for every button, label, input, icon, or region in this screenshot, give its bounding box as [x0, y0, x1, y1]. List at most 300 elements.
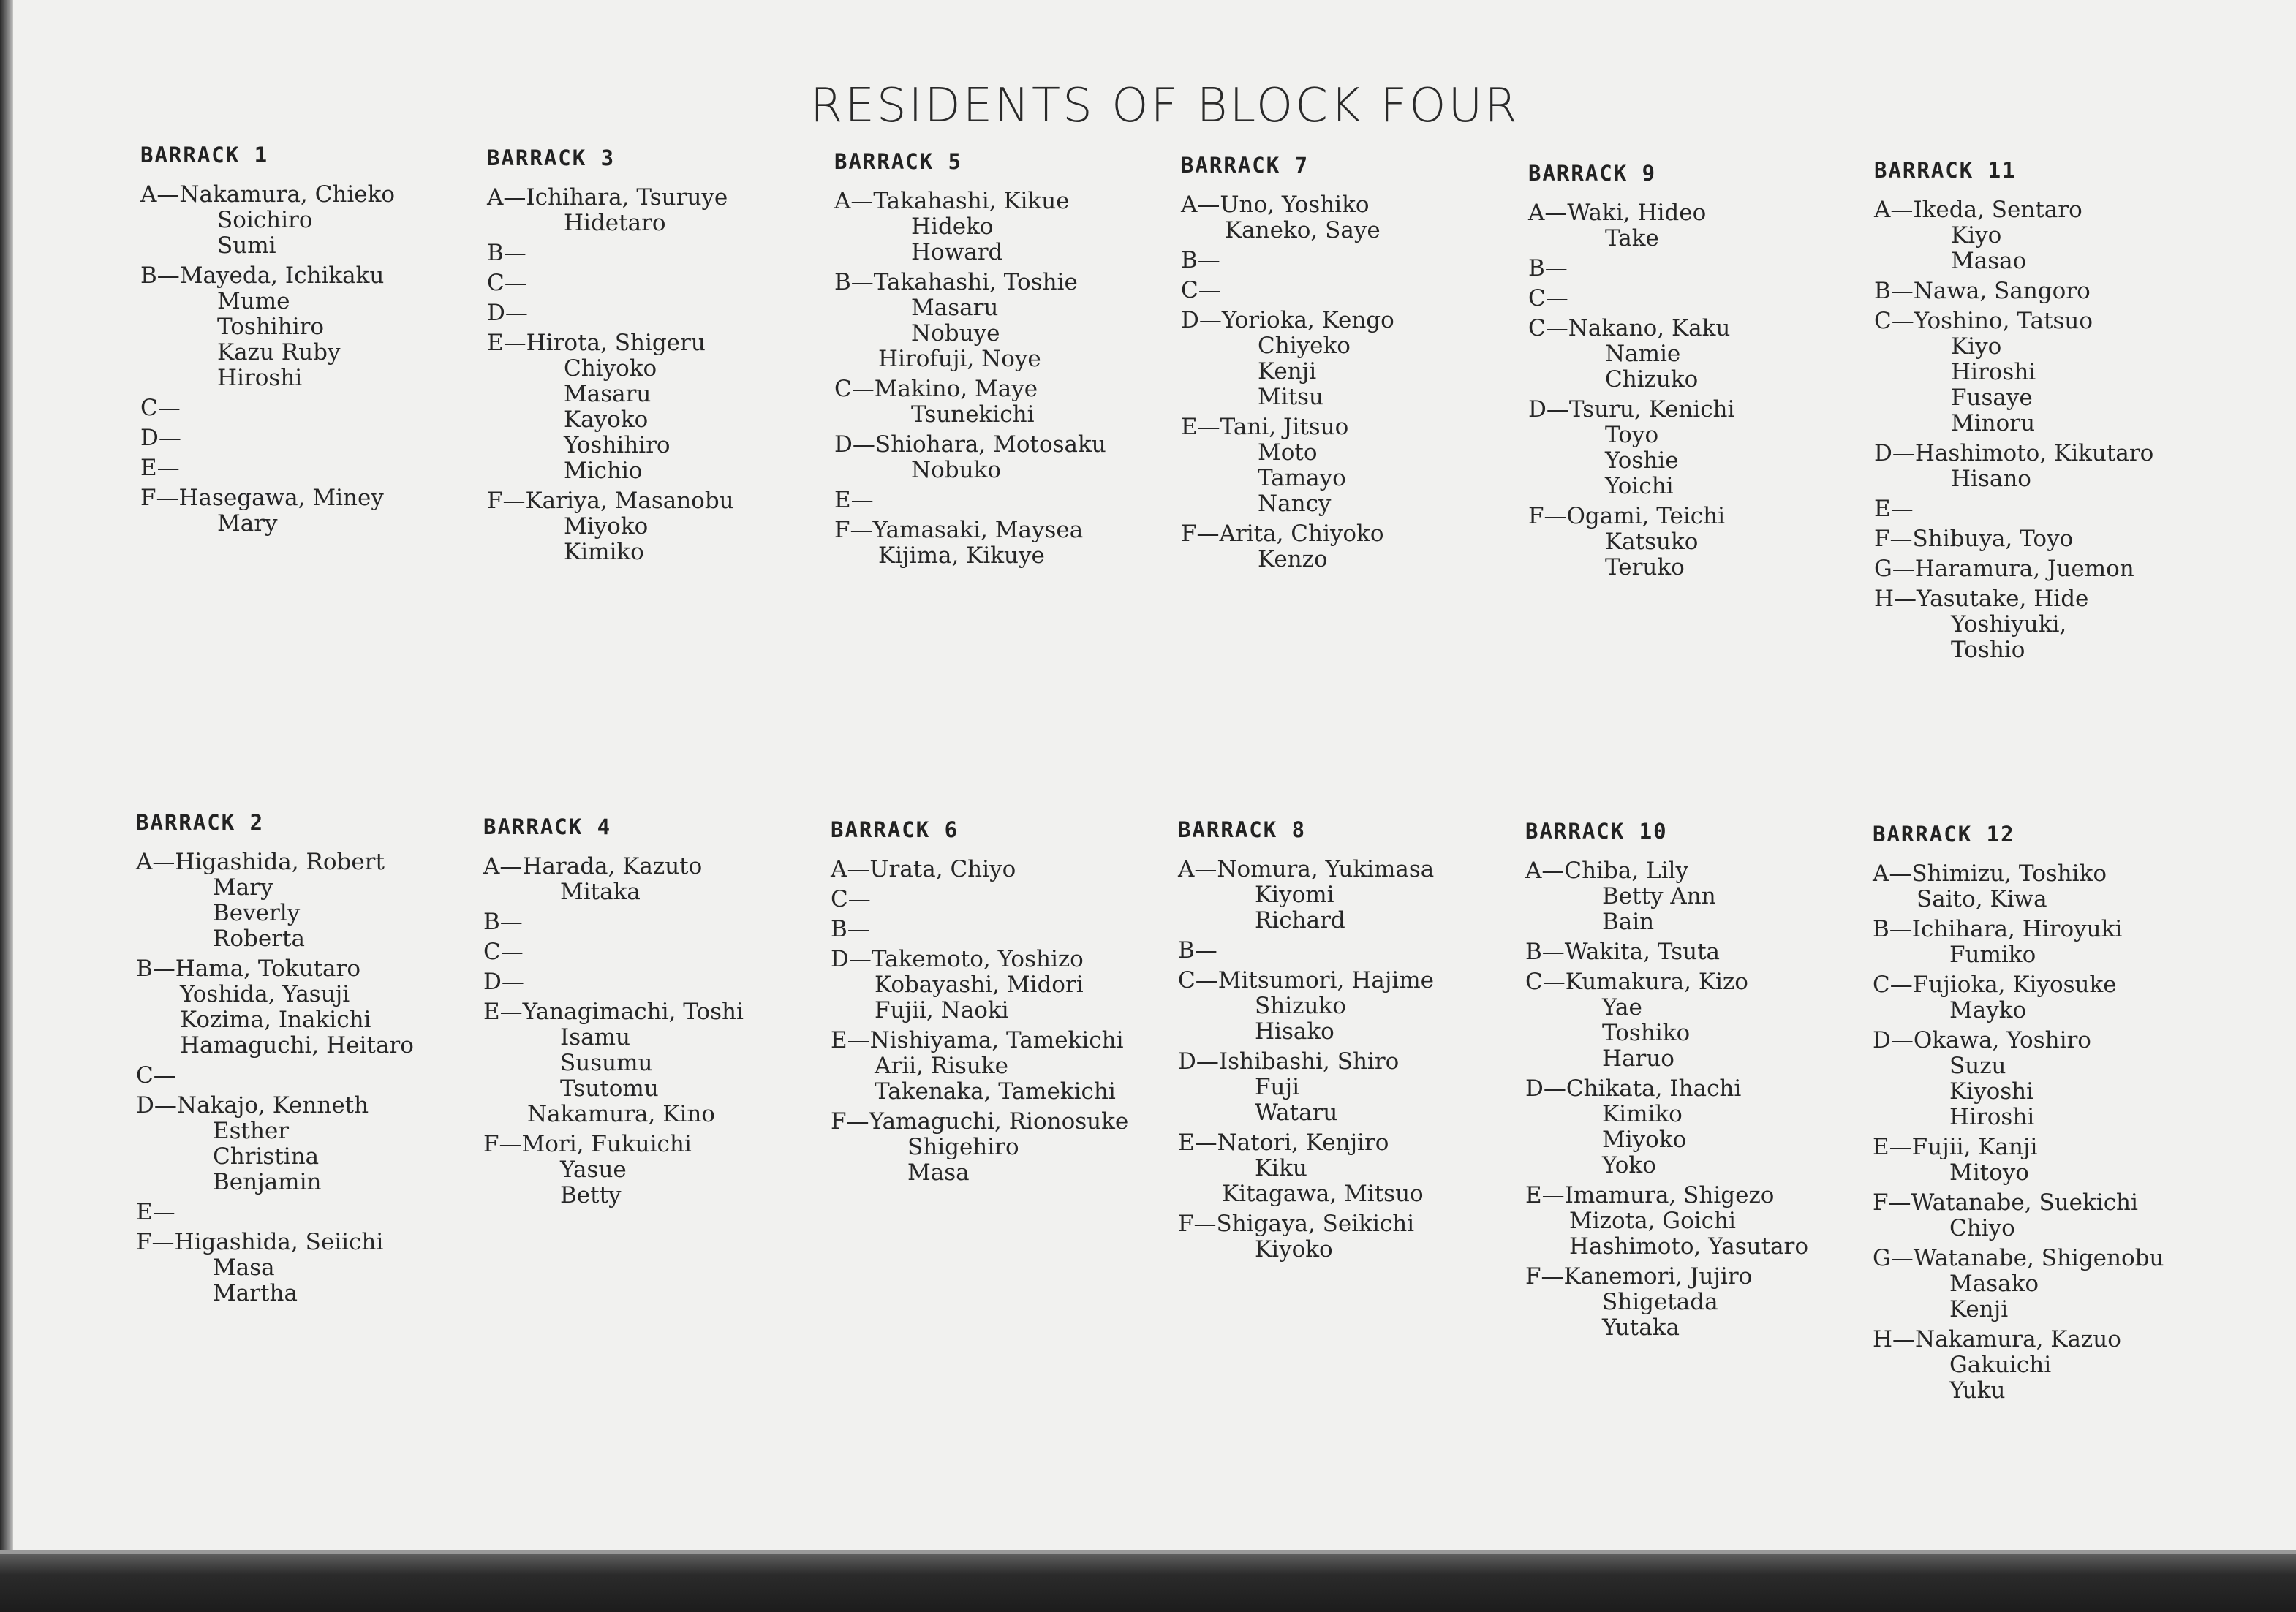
unit-letter: D— [834, 431, 875, 458]
barrack-units [483, 854, 827, 1208]
resident-name: Kiku [1255, 1155, 1307, 1181]
barrack-units [1525, 858, 1869, 1341]
resident-name: Hiroshi [1949, 1104, 2035, 1130]
resident-name: Kiyomi [1255, 882, 1334, 908]
apartment-unit [487, 185, 831, 236]
unit-line [140, 182, 484, 208]
unit-line [136, 1063, 480, 1089]
unit-letter: C— [1525, 969, 1566, 995]
apartment-unit [1874, 496, 2218, 522]
resident-name: Tani, Jitsuo [1220, 414, 1349, 440]
unit-letter: B— [136, 956, 175, 982]
unit-letter: A— [136, 849, 175, 875]
resident-name: Kariya, Masanobu [525, 488, 734, 514]
unit-letter: C— [1528, 285, 1568, 311]
unit-letter: E— [1525, 1182, 1565, 1208]
unit-line [483, 999, 827, 1025]
unit-line [1525, 1264, 1869, 1290]
unit-line [834, 189, 1178, 214]
barrack-title: BARRACK 2 [136, 810, 265, 835]
resident-name: Esther [213, 1118, 290, 1144]
resident-name: Nakamura, Kazuo [1915, 1326, 2121, 1352]
unit-line [136, 849, 480, 875]
unit-letter: F— [136, 1229, 175, 1255]
unit-letter: C— [136, 1062, 176, 1089]
unit-letter: E— [1873, 1134, 1912, 1160]
resident-name: Hasegawa, Miney [178, 485, 384, 511]
resident-name: Ichihara, Tsuruye [526, 184, 728, 211]
unit-letter: B— [487, 240, 526, 266]
resident-name: Kitagawa, Mitsuo [1222, 1181, 1424, 1207]
resident-name: Yoshie [1605, 447, 1679, 474]
resident-name: Christina [213, 1143, 320, 1170]
unit-line [140, 396, 484, 421]
unit-line [136, 956, 480, 982]
resident-name: Shigaya, Seikichi [1216, 1211, 1415, 1237]
resident-name: Tsutomu [560, 1075, 659, 1102]
unit-line [834, 432, 1178, 458]
unit-letter: C— [1873, 972, 1913, 998]
unit-letter: E— [1874, 496, 1914, 522]
unit-letter: C— [834, 376, 875, 402]
resident-name: Kaneko, Saye [1225, 217, 1381, 243]
apartment-unit [834, 270, 1178, 372]
resident-name: Benjamin [213, 1169, 322, 1195]
resident-name: Mary [213, 874, 273, 901]
unit-letter: A— [1874, 197, 1914, 223]
resident-name: Chiyo [1949, 1215, 2015, 1241]
barrack-title: BARRACK 1 [140, 143, 269, 167]
unit-letter: H— [1874, 586, 1917, 612]
unit-line [136, 1093, 480, 1119]
resident-name: Watanabe, Shigenobu [1913, 1245, 2164, 1271]
unit-letter: F— [1873, 1189, 1911, 1216]
unit-line [831, 1109, 1174, 1135]
apartment-unit [1181, 415, 1525, 517]
resident-name: Minoru [1951, 410, 2036, 436]
unit-line [1528, 397, 1872, 423]
resident-name: Uno, Yoshiko [1220, 192, 1370, 218]
unit-line [1873, 1246, 2216, 1271]
unit-letter: E— [834, 487, 874, 513]
resident-name: Fujii, Kanji [1911, 1134, 2038, 1160]
barrack-6-section [831, 817, 1174, 1190]
barrack-title: BARRACK 11 [1874, 158, 2017, 183]
apartment-unit [1873, 1135, 2216, 1186]
unit-line [1525, 969, 1869, 995]
unit-letter: A— [1873, 860, 1912, 887]
resident-name: Yasue [560, 1157, 627, 1183]
resident-name: Isamu [560, 1024, 630, 1051]
resident-name: Takahashi, Kikue [873, 188, 1070, 214]
unit-letter: A— [140, 181, 180, 208]
unit-line [834, 270, 1178, 295]
barrack-title: BARRACK 5 [834, 149, 963, 174]
unit-letter: A— [831, 856, 870, 882]
unit-letter: B— [1181, 247, 1220, 273]
unit-letter: B— [831, 916, 870, 942]
resident-name: Shigetada [1602, 1289, 1718, 1315]
barrack-units [136, 849, 480, 1306]
apartment-unit [1178, 1130, 1522, 1207]
unit-letter: A— [1181, 192, 1220, 218]
unit-line [483, 939, 827, 965]
apartment-unit [1528, 200, 1872, 251]
barrack-title: BARRACK 10 [1525, 819, 1668, 844]
unit-line [1528, 316, 1872, 341]
resident-name: Higashida, Robert [175, 849, 385, 875]
apartment-unit [1178, 1211, 1522, 1263]
unit-line [140, 485, 484, 511]
apartment-unit [1873, 861, 2216, 912]
resident-name: Arita, Chiyoko [1219, 521, 1384, 547]
resident-name: Kanemori, Jujiro [1563, 1263, 1753, 1290]
page-title: RESIDENTS OF BLOCK FOUR [810, 79, 1519, 133]
unit-letter: A— [1178, 856, 1217, 882]
unit-letter: C— [1528, 315, 1568, 341]
unit-letter: D— [1178, 1048, 1219, 1075]
unit-letter: D— [487, 300, 528, 326]
unit-line [483, 969, 827, 995]
unit-line [1178, 1130, 1522, 1156]
unit-letter: D— [136, 1092, 177, 1119]
apartment-unit [1873, 1190, 2216, 1241]
unit-letter: F— [487, 488, 526, 514]
apartment-unit [1874, 556, 2218, 582]
resident-name: Kozima, Inakichi [180, 1007, 371, 1033]
resident-name: Beverly [213, 900, 301, 926]
barrack-title: BARRACK 9 [1528, 161, 1657, 186]
resident-name: Masao [1951, 248, 2027, 274]
apartment-unit [1178, 1049, 1522, 1126]
barrack-8-section [1178, 817, 1522, 1267]
unit-line [1874, 309, 2218, 334]
barrack-2-section [136, 810, 480, 1311]
resident-name: Roberta [213, 926, 305, 952]
apartment-unit [831, 887, 1174, 912]
resident-name: Kenzo [1258, 546, 1328, 572]
apartment-unit [1528, 397, 1872, 499]
unit-line [1525, 1183, 1869, 1208]
resident-name: Makino, Maye [874, 376, 1038, 402]
resident-name: Shiohara, Motosaku [875, 431, 1106, 458]
apartment-unit [1181, 521, 1525, 572]
unit-line [1181, 415, 1525, 440]
resident-name: Miyoko [564, 513, 649, 540]
apartment-unit [1178, 857, 1522, 934]
unit-letter: G— [1873, 1245, 1914, 1271]
resident-name: Hamaguchi, Heitaro [180, 1032, 414, 1059]
resident-name: Nobuye [911, 320, 1000, 347]
unit-letter: D— [140, 425, 181, 451]
resident-name: Yanagimachi, Toshi [522, 999, 744, 1025]
apartment-unit [487, 488, 831, 565]
barrack-units [1181, 192, 1525, 572]
barrack-title: BARRACK 4 [483, 814, 612, 839]
unit-line [1874, 496, 2218, 522]
resident-name: Toshiko [1602, 1020, 1691, 1046]
unit-line [834, 376, 1178, 402]
resident-name: Kiyo [1951, 333, 2002, 360]
resident-name: Ichihara, Hiroyuki [1911, 916, 2123, 942]
barrack-units [1178, 857, 1522, 1263]
unit-line [140, 425, 484, 451]
unit-letter: F— [831, 1108, 869, 1135]
resident-name: Kobayashi, Midori [875, 972, 1084, 998]
resident-name: Waki, Hideo [1567, 200, 1707, 226]
unit-letter: C— [1181, 277, 1221, 303]
barrack-4-section [483, 814, 827, 1213]
resident-name: Hidetaro [564, 210, 666, 236]
resident-name: Nancy [1258, 491, 1332, 517]
resident-name: Toshio [1951, 637, 2025, 663]
unit-line [483, 854, 827, 879]
unit-letter: C— [487, 270, 527, 296]
apartment-unit [1178, 938, 1522, 964]
resident-name: Yoko [1602, 1152, 1656, 1178]
unit-letter: D— [831, 946, 872, 972]
book-bottom-edge [0, 1550, 2296, 1612]
apartment-unit [1525, 969, 1869, 1072]
resident-name: Takenaka, Tamekichi [875, 1078, 1116, 1105]
resident-name: Hiroshi [217, 365, 303, 391]
apartment-unit [834, 518, 1178, 569]
resident-name: Nakano, Kaku [1568, 315, 1731, 341]
barrack-units [831, 857, 1174, 1186]
resident-name: Yamaguchi, Rionosuke [869, 1108, 1129, 1135]
apartment-unit [1181, 278, 1525, 303]
resident-name: Chikata, Ihachi [1566, 1075, 1742, 1102]
resident-name: Sumi [217, 232, 276, 259]
resident-name: Hirota, Shigeru [526, 330, 706, 356]
resident-name: Chiba, Lily [1564, 858, 1688, 884]
apartment-unit [1873, 1246, 2216, 1322]
unit-letter: B— [1873, 916, 1912, 942]
resident-name: Tsuru, Kenichi [1568, 396, 1735, 423]
unit-letter: F— [1525, 1263, 1564, 1290]
resident-name: Mary [217, 510, 278, 537]
apartment-unit [1181, 308, 1525, 410]
apartment-unit [1528, 504, 1872, 580]
apartment-unit [1874, 441, 2218, 492]
barrack-5-section [834, 149, 1178, 573]
resident-name: Fujioka, Kiyosuke [1912, 972, 2117, 998]
resident-name: Michio [564, 458, 643, 484]
apartment-unit [487, 330, 831, 484]
resident-name: Mori, Fukuichi [521, 1131, 692, 1157]
resident-name: Namie [1605, 341, 1681, 367]
unit-letter: B— [1525, 939, 1565, 965]
resident-name: Gakuichi [1949, 1352, 2052, 1378]
resident-name: Watanabe, Suekichi [1911, 1189, 2138, 1216]
apartment-unit [1178, 968, 1522, 1045]
resident-name: Mume [217, 288, 290, 314]
unit-line [1874, 441, 2218, 466]
barrack-1-section [140, 143, 484, 541]
resident-name: Hisako [1255, 1018, 1334, 1045]
unit-line [1181, 308, 1525, 333]
resident-name: Suzu [1949, 1053, 2006, 1079]
apartment-unit [1525, 1076, 1869, 1178]
apartment-unit [1873, 917, 2216, 968]
resident-name: Wakita, Tsuta [1564, 939, 1721, 965]
unit-line [483, 1132, 827, 1157]
apartment-unit [136, 1063, 480, 1089]
unit-letter: H— [1873, 1326, 1916, 1352]
resident-name: Hama, Tokutaro [175, 956, 360, 982]
unit-line [831, 887, 1174, 912]
unit-line [831, 947, 1174, 972]
resident-name: Nakamura, Kino [527, 1101, 715, 1127]
unit-line [1525, 939, 1869, 965]
unit-line [1181, 278, 1525, 303]
barrack-title: BARRACK 7 [1181, 153, 1310, 178]
resident-name: Mitaka [560, 879, 641, 905]
barrack-units [1528, 200, 1872, 580]
resident-name: Hashimoto, Yasutaro [1569, 1233, 1809, 1260]
unit-letter: E— [1181, 414, 1220, 440]
unit-line [1874, 526, 2218, 552]
resident-name: Mitsumori, Hajime [1217, 967, 1435, 994]
resident-name: Kayoko [564, 406, 649, 433]
unit-line [831, 1028, 1174, 1053]
apartment-unit [1525, 1183, 1869, 1260]
resident-name: Howard [911, 239, 1003, 265]
apartment-unit [1873, 972, 2216, 1023]
unit-line [1873, 1190, 2216, 1216]
barrack-units [140, 182, 484, 537]
apartment-unit [834, 432, 1178, 483]
resident-name: Betty Ann [1602, 883, 1716, 909]
unit-line [1873, 1028, 2216, 1053]
unit-line [1178, 938, 1522, 964]
unit-letter: D— [1874, 440, 1915, 466]
resident-name: Ogami, Teichi [1566, 503, 1726, 529]
resident-name: Fusaye [1951, 385, 2033, 411]
unit-line [1874, 556, 2218, 582]
unit-letter: C— [831, 886, 871, 912]
resident-name: Yorioka, Kengo [1221, 307, 1394, 333]
barrack-title: BARRACK 6 [831, 817, 959, 842]
resident-name: Chizuko [1605, 366, 1699, 393]
resident-name: Masako [1949, 1271, 2039, 1297]
resident-name: Kiyo [1951, 222, 2002, 249]
resident-name: Miyoko [1602, 1127, 1687, 1153]
unit-line [1874, 279, 2218, 304]
resident-name: Moto [1258, 439, 1318, 466]
unit-letter: A— [834, 188, 874, 214]
unit-line [1525, 1076, 1869, 1102]
apartment-unit [1525, 939, 1869, 965]
book-spine-edge [0, 0, 15, 1612]
unit-letter: C— [1178, 967, 1218, 994]
resident-name: Arii, Risuke [875, 1053, 1009, 1079]
unit-line [834, 518, 1178, 543]
unit-line [140, 263, 484, 289]
apartment-unit [483, 969, 827, 995]
unit-line [1178, 1049, 1522, 1075]
unit-letter: E— [136, 1199, 175, 1225]
unit-line [1874, 586, 2218, 612]
apartment-unit [140, 485, 484, 537]
resident-name: Masa [907, 1159, 970, 1186]
unit-line [831, 917, 1174, 942]
apartment-unit [831, 947, 1174, 1023]
resident-name: Mayeda, Ichikaku [179, 262, 385, 289]
resident-name: Nomura, Yukimasa [1217, 856, 1435, 882]
unit-letter: C— [483, 939, 524, 965]
unit-letter: F— [483, 1131, 522, 1157]
apartment-unit [136, 1230, 480, 1306]
resident-name: Takahashi, Toshie [873, 269, 1078, 295]
resident-name: Imamura, Shigezo [1564, 1182, 1775, 1208]
resident-name: Hisano [1951, 466, 2031, 492]
unit-line [487, 241, 831, 266]
unit-letter: F— [1528, 503, 1567, 529]
resident-name: Harada, Kazuto [522, 853, 703, 879]
resident-name: Wataru [1255, 1100, 1338, 1126]
resident-name: Yoichi [1605, 473, 1674, 499]
unit-line [1873, 1327, 2216, 1352]
apartment-unit [1525, 858, 1869, 935]
unit-letter: D— [1873, 1027, 1914, 1053]
barrack-title: BARRACK 12 [1873, 822, 2015, 847]
unit-letter: B— [140, 262, 180, 289]
apartment-unit [1181, 248, 1525, 273]
resident-name: Katsuko [1605, 529, 1699, 555]
unit-line [1873, 861, 2216, 887]
unit-letter: F— [1181, 521, 1220, 547]
apartment-unit [487, 270, 831, 296]
resident-name: Kenji [1258, 358, 1317, 385]
resident-name: Yoshihiro [564, 432, 671, 458]
resident-name: Masaru [911, 295, 999, 321]
unit-line [1874, 197, 2218, 223]
resident-name: Richard [1255, 907, 1345, 934]
resident-name: Higashida, Seiichi [174, 1229, 384, 1255]
apartment-unit [136, 956, 480, 1059]
apartment-unit [487, 300, 831, 326]
resident-name: Tsunekichi [911, 401, 1035, 428]
resident-name: Natori, Kenjiro [1217, 1129, 1389, 1156]
unit-line [1178, 1211, 1522, 1237]
resident-name: Teruko [1605, 554, 1685, 580]
resident-name: Yasutake, Hide [1917, 586, 2089, 612]
resident-name: Yutaka [1602, 1314, 1680, 1341]
resident-name: Shizuko [1255, 993, 1346, 1019]
apartment-unit [483, 1132, 827, 1208]
unit-line [136, 1200, 480, 1225]
unit-letter: E— [487, 330, 526, 356]
barrack-7-section [1181, 153, 1525, 577]
apartment-unit [1873, 1327, 2216, 1404]
unit-letter: D— [483, 969, 524, 995]
resident-name: Kenji [1949, 1296, 2009, 1322]
unit-letter: D— [1525, 1075, 1566, 1102]
resident-name: Kazu Ruby [217, 339, 341, 366]
resident-name: Martha [213, 1280, 298, 1306]
apartment-unit [140, 396, 484, 421]
barrack-9-section [1528, 161, 1872, 585]
resident-name: Haramura, Juemon [1914, 556, 2134, 582]
resident-name: Hiroshi [1951, 359, 2036, 385]
unit-line [1178, 857, 1522, 882]
apartment-unit [1874, 279, 2218, 304]
apartment-unit [1874, 586, 2218, 663]
resident-name: Yae [1602, 994, 1642, 1021]
resident-name: Yoshiyuki, [1951, 611, 2067, 637]
apartment-unit [834, 189, 1178, 265]
